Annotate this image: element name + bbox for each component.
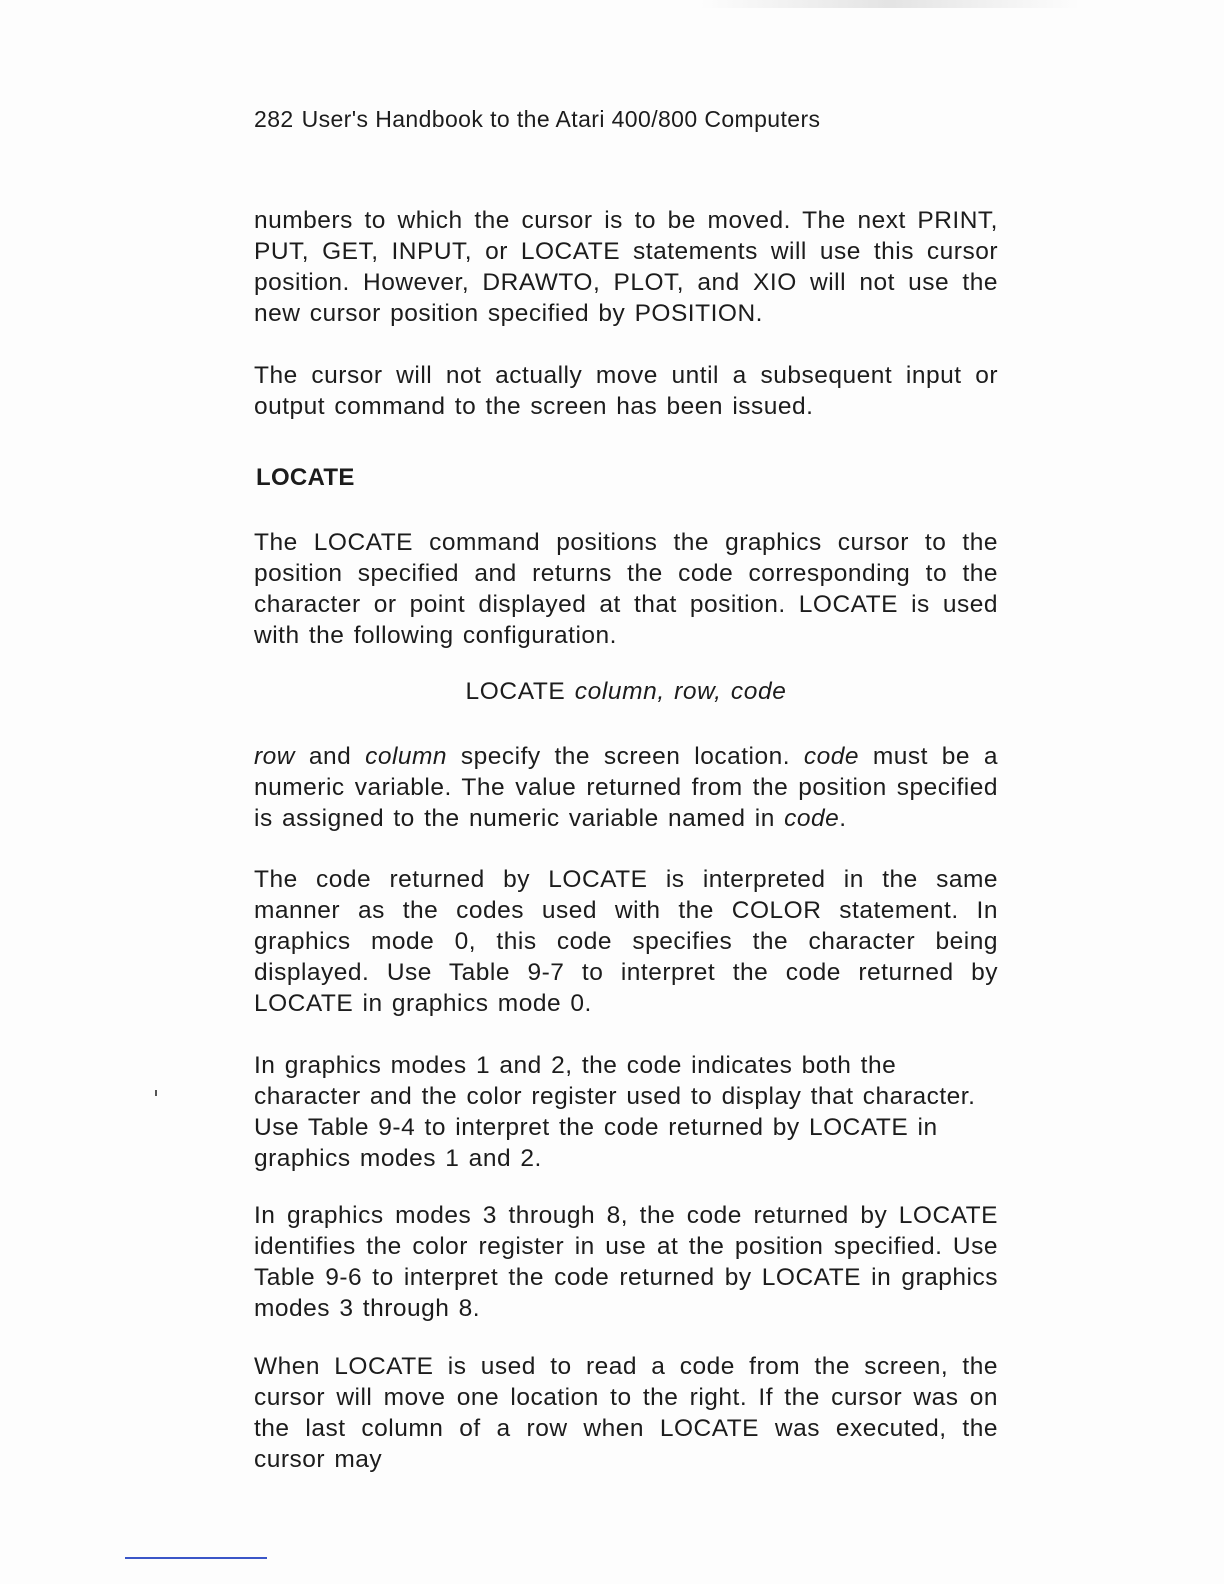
paragraph-mode38 [254,1200,998,1324]
paragraph: In graphics modes 3 through 8, the code returned by LOCATE identifies the color register in use at the position specified. Use Table 9-6 to interpret the code returned by LOCATE in graphics modes 3 through 8. [254,1202,998,1322]
term-row: row [254,743,295,770]
syntax-keyword: LOCATE [465,678,566,705]
paragraph: numbers to which the cursor is to be moved. The next PRINT, PUT, GET, INPUT, or LOCATE statements will use this cursor position. However, DRAWTO, PLOT, and XIO will not use the new cursor position specified by POSITION. [254,207,998,327]
book-title: User's Handbook to the Atari 400/800 Computers [301,106,821,132]
paragraph-mode12 [254,1050,998,1174]
term-code: code [803,743,860,770]
paragraph: The cursor will not actually move until a subsequent input or output command to the screen has been issued. [254,362,998,420]
paragraph-mode0 [254,864,998,1019]
section-heading: LOCATE [256,464,355,491]
paragraph: row and column specify the screen location. code must be a numeric variable. The value returned from the position specified is assigned to the numeric variable named in code. [254,743,999,832]
paragraph: The code returned by LOCATE is interpreted in the same manner as the codes used with the COLOR statement. In graphics mode 0, this code specifies the character being displayed. Use Table 9-7 to interpret the code returned by LOCATE in graphics mode 0. [254,866,998,1017]
term-column: column [365,743,448,770]
paragraph: In graphics modes 1 and 2, the code indicates both the character and the color register used to display that character. Use Table 9-4 to interpret the code returned by LOCATE in graphics modes 1 and 2. [254,1052,976,1172]
term-code: code [784,805,840,832]
paragraph: The LOCATE command positions the graphics cursor to the position specified and returns the code corresponding to the character or point displayed at that position. LOCATE is used with the following configuration. [254,529,998,649]
paragraph-position-continued [254,205,998,329]
scan-shadow [700,0,1080,8]
paragraph: When LOCATE is used to read a code from the screen, the cursor will move one location to the right. If the cursor was on the last column of a row when LOCATE was executed, the cursor may [254,1353,998,1473]
paragraph-args-desc [254,741,998,834]
page-number: 282 [254,106,294,132]
scan-speck [155,1090,157,1096]
syntax-line [254,678,998,706]
paragraph-locate-intro [254,527,998,651]
paragraph-cursor-move [254,360,998,422]
paragraph-read [254,1351,998,1475]
scan-edge-mark [125,1557,267,1559]
running-head [254,106,820,133]
syntax-args: column, row, code [574,678,787,705]
